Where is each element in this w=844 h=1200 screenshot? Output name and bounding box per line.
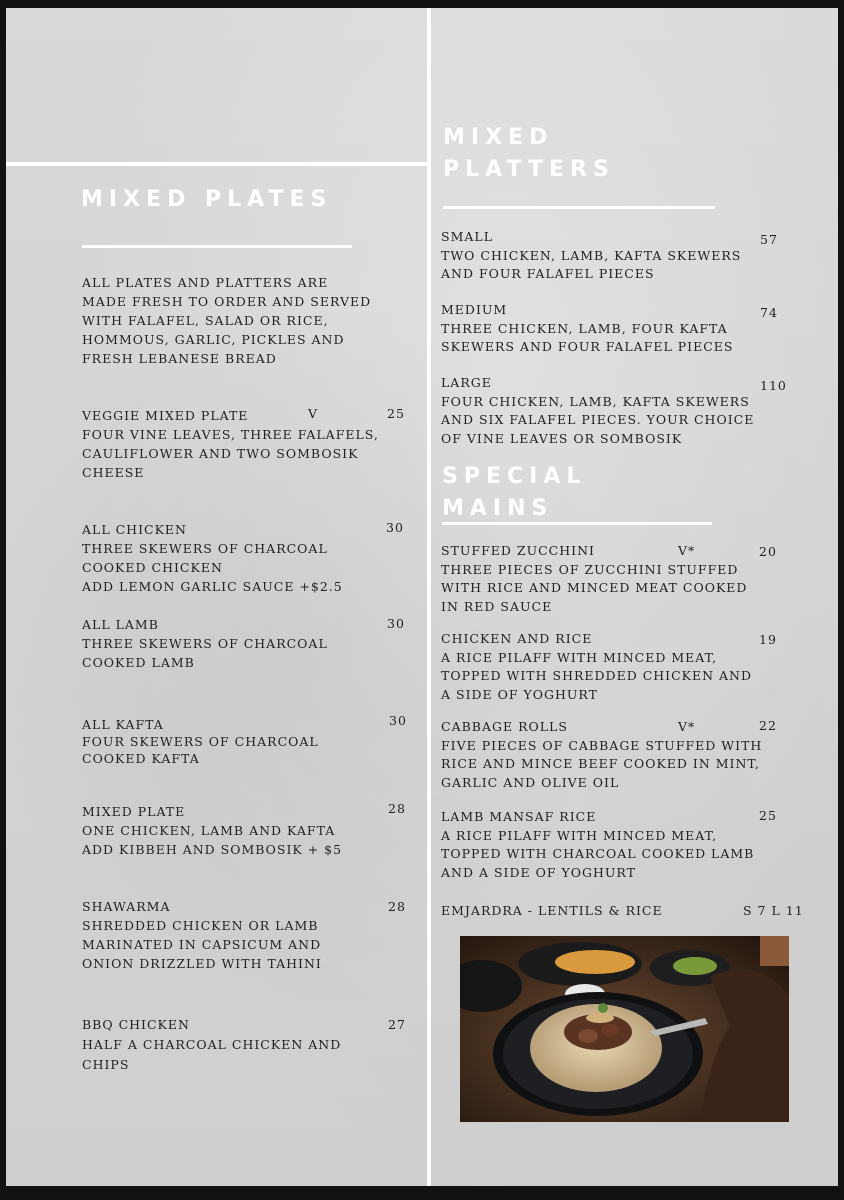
item-price: 74: [760, 305, 778, 320]
item-price: 30: [386, 520, 404, 535]
food-photo-illustration: [460, 936, 789, 1122]
item-name: STUFFED ZUCCHINI: [441, 543, 595, 558]
item-name: ALL CHICKEN: [82, 522, 187, 537]
item-price: 22: [759, 718, 777, 733]
top-left-rule: [6, 162, 428, 166]
item-name: ALL LAMB: [82, 617, 159, 632]
menu-item: CABBAGE ROLLS FIVE PIECES OF CABBAGE STUFFED WITH RICE AND MINCE BEEF COOKED IN MINT, GARLIC AND OLIVE OIL: [441, 719, 763, 790]
item-price: 57: [760, 232, 778, 247]
vegetarian-tag: V*: [678, 719, 696, 734]
menu-item: ALL LAMB THREE SKEWERS OF CHARCOAL COOKED LAMB: [82, 617, 328, 670]
menu-item: SHAWARMA SHREDDED CHICKEN OR LAMB MARINATED IN CAPSICUM AND ONION DRIZZLED WITH TAHINI: [82, 899, 322, 971]
menu-item: SMALL TWO CHICKEN, LAMB, KAFTA SKEWERS AND FOUR FALAFEL PIECES: [441, 229, 742, 281]
item-price: 110: [760, 378, 787, 393]
menu-item: [441, 901, 663, 920]
item-price: 25: [387, 406, 405, 421]
item-name: CABBAGE ROLLS: [441, 719, 568, 734]
item-name: ALL KAFTA: [82, 717, 164, 732]
item-name: LAMB MANSAF RICE: [441, 809, 597, 824]
item-price: 20: [759, 544, 777, 559]
column-divider: [427, 8, 431, 1186]
vegetarian-tag: V: [308, 406, 319, 421]
menu-item: MIXED PLATE ONE CHICKEN, LAMB AND KAFTA ADD KIBBEH AND SOMBOSIK + $5: [82, 804, 343, 857]
item-price: 28: [388, 801, 406, 816]
item-name: MEDIUM: [441, 302, 508, 317]
item-price: 30: [387, 616, 405, 631]
item-price: 30: [389, 713, 407, 728]
menu-item: VEGGIE MIXED PLATE FOUR VINE LEAVES, THREE FALAFELS, CAULIFLOWER AND TWO SOMBOSIK CHEESE: [82, 408, 379, 480]
item-name: MIXED PLATE: [82, 804, 186, 819]
special-mains-rule: [442, 522, 712, 525]
menu-item: LARGE FOUR CHICKEN, LAMB, KAFTA SKEWERS AND SIX FALAFEL PIECES. YOUR CHOICE OF VINE LEAVES OR SOMBOSIK: [441, 375, 755, 446]
intro-text: ALL PLATES AND PLATTERS ARE MADE FRESH TO ORDER AND SERVED WITH FALAFEL, SALAD OR RICE, HOMMOUS, GARLIC, PICKLES AND FRESH LEBANESE BREAD: [82, 275, 372, 366]
mixed-plates-rule: [82, 245, 352, 248]
item-name: EMJARDRA - LENTILS & RICE: [441, 903, 663, 918]
menu-item: ALL CHICKEN THREE SKEWERS OF CHARCOAL COOKED CHICKEN ADD LEMON GARLIC SAUCE +$2.5: [82, 522, 343, 594]
item-name: SHAWARMA: [82, 899, 171, 914]
item-name: BBQ CHICKEN: [82, 1017, 190, 1032]
item-name: VEGGIE MIXED PLATE: [82, 408, 249, 423]
menu-item: CHICKEN AND RICE A RICE PILAFF WITH MINCED MEAT, TOPPED WITH SHREDDED CHICKEN AND A SIDE OF YOGHURT: [441, 631, 753, 702]
special-mains-heading: SPECIAL MAINS: [442, 464, 587, 521]
menu-item: ALL KAFTA FOUR SKEWERS OF CHARCOAL COOKED KAFTA: [82, 717, 319, 766]
mixed-platters-rule: [443, 206, 715, 209]
item-price: 28: [388, 899, 406, 914]
food-photo: [460, 936, 789, 1122]
item-price: 27: [388, 1017, 406, 1032]
menu-item: LAMB MANSAF RICE A RICE PILAFF WITH MINCED MEAT, TOPPED WITH CHARCOAL COOKED LAMB AND A SIDE OF YOGHURT: [441, 809, 755, 880]
menu-item: BBQ CHICKEN HALF A CHARCOAL CHICKEN AND CHIPS: [82, 1017, 342, 1072]
menu-item: MEDIUM THREE CHICKEN, LAMB, FOUR KAFTA SKEWERS AND FOUR FALAFEL PIECES: [441, 302, 734, 354]
item-price: 19: [759, 632, 777, 647]
mixed-platters-heading: MIXED PLATTERS: [443, 125, 615, 182]
item-name: CHICKEN AND RICE: [441, 631, 593, 646]
item-price: 25: [759, 808, 777, 823]
item-price: S 7 L 11: [743, 903, 804, 918]
vegetarian-tag: V*: [678, 543, 696, 558]
menu-page: [6, 8, 838, 1186]
item-name: LARGE: [441, 375, 492, 390]
mixed-plates-heading: MIXED PLATES: [81, 187, 333, 212]
item-name: SMALL: [441, 229, 493, 244]
menu-item: STUFFED ZUCCHINI THREE PIECES OF ZUCCHINI STUFFED WITH RICE AND MINCED MEAT COOKED IN RED SAUCE: [441, 543, 748, 614]
